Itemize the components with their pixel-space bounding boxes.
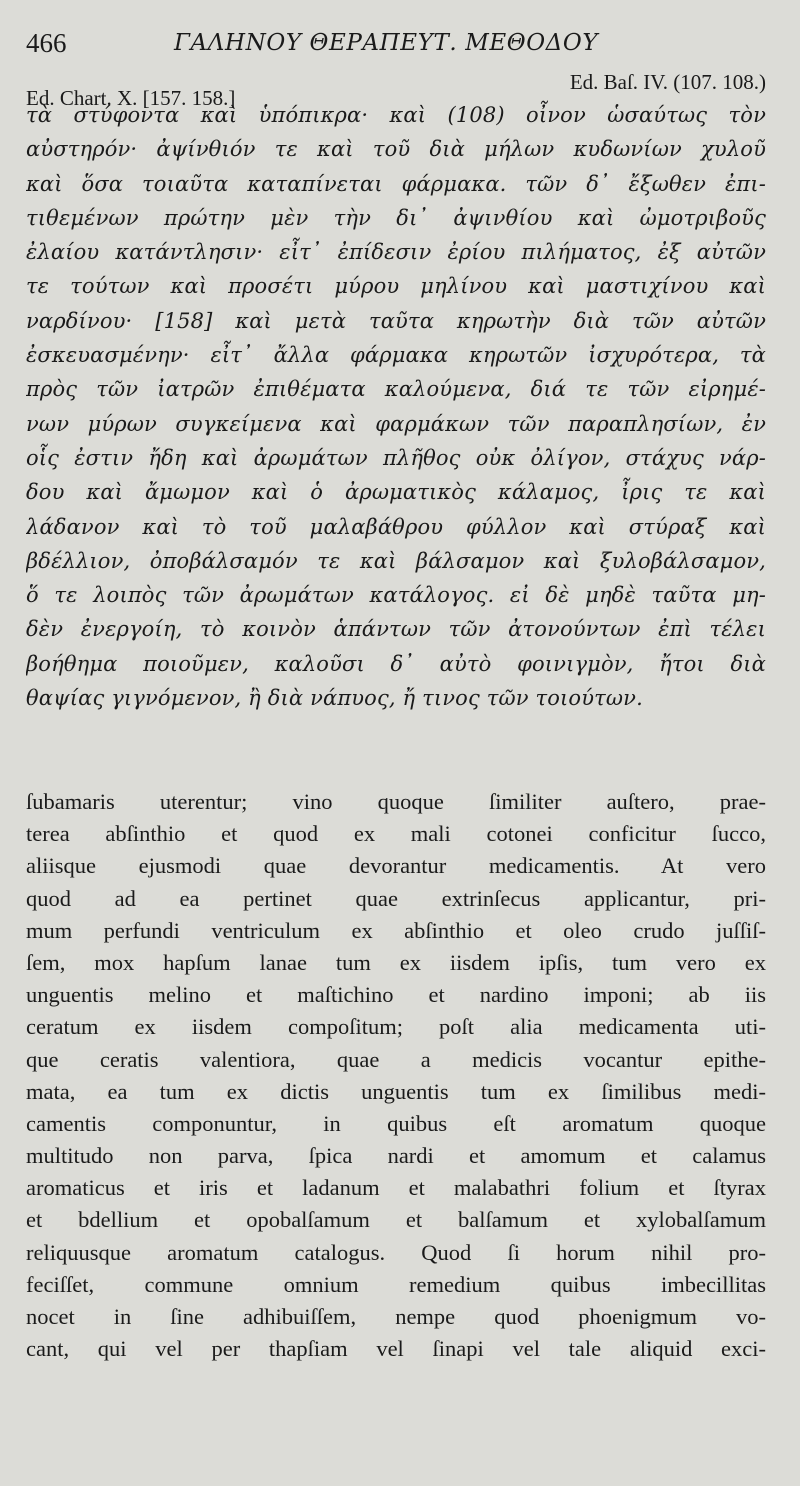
greek-line: τὰ στύφοντα καὶ ὑπόπικρα· καὶ (108) οἶνον ὡσαύτως τὸν bbox=[26, 103, 766, 127]
greek-line: λάδανον καὶ τὸ τοῦ μαλαβάθρου φύλλον καὶ στύραξ καὶ bbox=[26, 514, 766, 539]
latin-line: feciſſet, commune omnium remedium quibus imbecillitas bbox=[26, 1271, 766, 1297]
greek-line: βδέλλιον, ὀποβάλσαμόν τε καὶ βάλσαμον καὶ ξυλοβάλσαμον, bbox=[26, 548, 766, 573]
latin-line: camentis componuntur, in quibus eſt aromatum quoque bbox=[26, 1110, 766, 1136]
edition-reference-chartier: Ed. Chart. X. [157. 158.] bbox=[26, 86, 236, 110]
greek-line: ἐλαίου κατάντλησιν· εἶτ᾽ ἐπίδεσιν ἐρίου πιλήματος, ἐξ αὐτῶν bbox=[26, 240, 766, 265]
greek-line: δὲν ἐνεργοίη, τὸ κοινὸν ἁπάντων τῶν ἀτονούντων ἐπὶ τέλει bbox=[26, 617, 766, 642]
page-header bbox=[26, 0, 766, 58]
latin-line: mum perfundi ventriculum ex abſinthio et oleo crudo juſſiſ- bbox=[26, 917, 766, 943]
latin-line: aromaticus et iris et ladanum et malabathri folium et ſtyrax bbox=[26, 1175, 766, 1201]
latin-line: nocet in ſine adhibuiſſem, nempe quod phoenigmum vo- bbox=[26, 1304, 766, 1329]
greek-line: πρὸς τῶν ἰατρῶν ἐπιθέματα καλούμενα, διά τε τῶν εἰρημέ- bbox=[26, 377, 766, 402]
greek-line: καὶ ὅσα τοιαῦτα καταπίνεται φάρμακα. τῶν δ᾽ ἔξωθεν ἐπι- bbox=[26, 171, 766, 196]
latin-line: ceratum ex iisdem compoſitum; poſt alia medicamenta uti- bbox=[26, 1014, 766, 1040]
latin-translation-block bbox=[26, 786, 766, 1365]
edition-reference-basel: Ed. Baſ. IV. (107. 108.) bbox=[569, 70, 766, 94]
latin-line: terea abſinthio et quod ex mali cotonei conficitur ſucco, bbox=[26, 821, 766, 847]
greek-line: τιθεμένων πρώτην μὲν τὴν δι᾽ ἀψινθίου καὶ ὠμοτριβοῦς bbox=[26, 205, 766, 230]
latin-line: multitudo non parva, ſpica nardi et amomum et calamus bbox=[26, 1143, 766, 1169]
greek-line: οἷς ἐστιν ἤδη καὶ ἀρωμάτων πλῆθος οὐκ ὀλίγον, στάχυς νάρ- bbox=[26, 445, 766, 470]
running-title: ΓΑΛΗΝΟΥ ΘΕΡΑΠΕΥΤ. ΜΕΘΟΔΟΥ bbox=[174, 30, 599, 56]
latin-line: que ceratis valentiora, quae a medicis vocantur epithe- bbox=[26, 1046, 766, 1072]
greek-line: ναρδίνου· [158] καὶ μετὰ ταῦτα κηρωτὴν διὰ τῶν αὐτῶν bbox=[26, 308, 766, 333]
latin-line: reliquusque aromatum catalogus. Quod ſi horum nihil pro- bbox=[26, 1239, 766, 1265]
greek-text-block bbox=[26, 98, 766, 715]
latin-line: quod ad ea pertinet quae extrinſecus applicantur, pri- bbox=[26, 885, 766, 911]
latin-line: cant, qui vel per thapſiam vel ſinapi vel tale aliquid exci- bbox=[26, 1336, 766, 1362]
latin-line: unguentis melino et maſtichino et nardino imponi; ab iis bbox=[26, 982, 766, 1008]
latin-line: aliisque ejusmodi quae devorantur medicamentis. At vero bbox=[26, 853, 766, 879]
latin-line: et bdellium et opobalſamum et balſamum et xylobalſamum bbox=[26, 1207, 766, 1233]
latin-line: ſubamaris uterentur; vino quoque ſimiliter auſtero, prae- bbox=[26, 789, 766, 814]
latin-line: ſem, mox hapſum lanae tum ex iisdem ipſis, tum vero ex bbox=[26, 949, 766, 975]
latin-line: mata, ea tum ex dictis unguentis tum ex ſimilibus medi- bbox=[26, 1078, 766, 1104]
edition-references bbox=[26, 44, 766, 110]
greek-line: αὐστηρόν· ἀψίνθιόν τε καὶ τοῦ διὰ μήλων κυδωνίων χυλοῦ bbox=[26, 137, 766, 162]
greek-line: βοήθημα ποιοῦμεν, καλοῦσι δ᾽ αὐτὸ φοινιγμὸν, ἤτοι διὰ bbox=[26, 651, 766, 676]
greek-line: νων μύρων συγκείμενα καὶ φαρμάκων τῶν παραπλησίων, ἐν bbox=[26, 411, 766, 436]
greek-line: τε τούτων καὶ προσέτι μύρου μηλίνου καὶ μαστιχίνου καὶ bbox=[26, 274, 766, 299]
greek-line: δου καὶ ἄμωμον καὶ ὁ ἀρωματικὸς κάλαμος, ἶρις τε καὶ bbox=[26, 480, 766, 505]
greek-line: ὅ τε λοιπὸς τῶν ἀρωμάτων κατάλογος. εἰ δὲ μηδὲ ταῦτα μη- bbox=[26, 583, 766, 608]
greek-line: ἐσκευασμένην· εἶτ᾽ ἄλλα φάρμακα κηρωτῶν ἰσχυρότερα, τὰ bbox=[26, 343, 766, 368]
greek-line: θαψίας γιγνόμενον, ἢ διὰ νάπυος, ἤ τινος τῶν τοιούτων. bbox=[26, 686, 643, 711]
page-number: 466 bbox=[26, 28, 67, 58]
